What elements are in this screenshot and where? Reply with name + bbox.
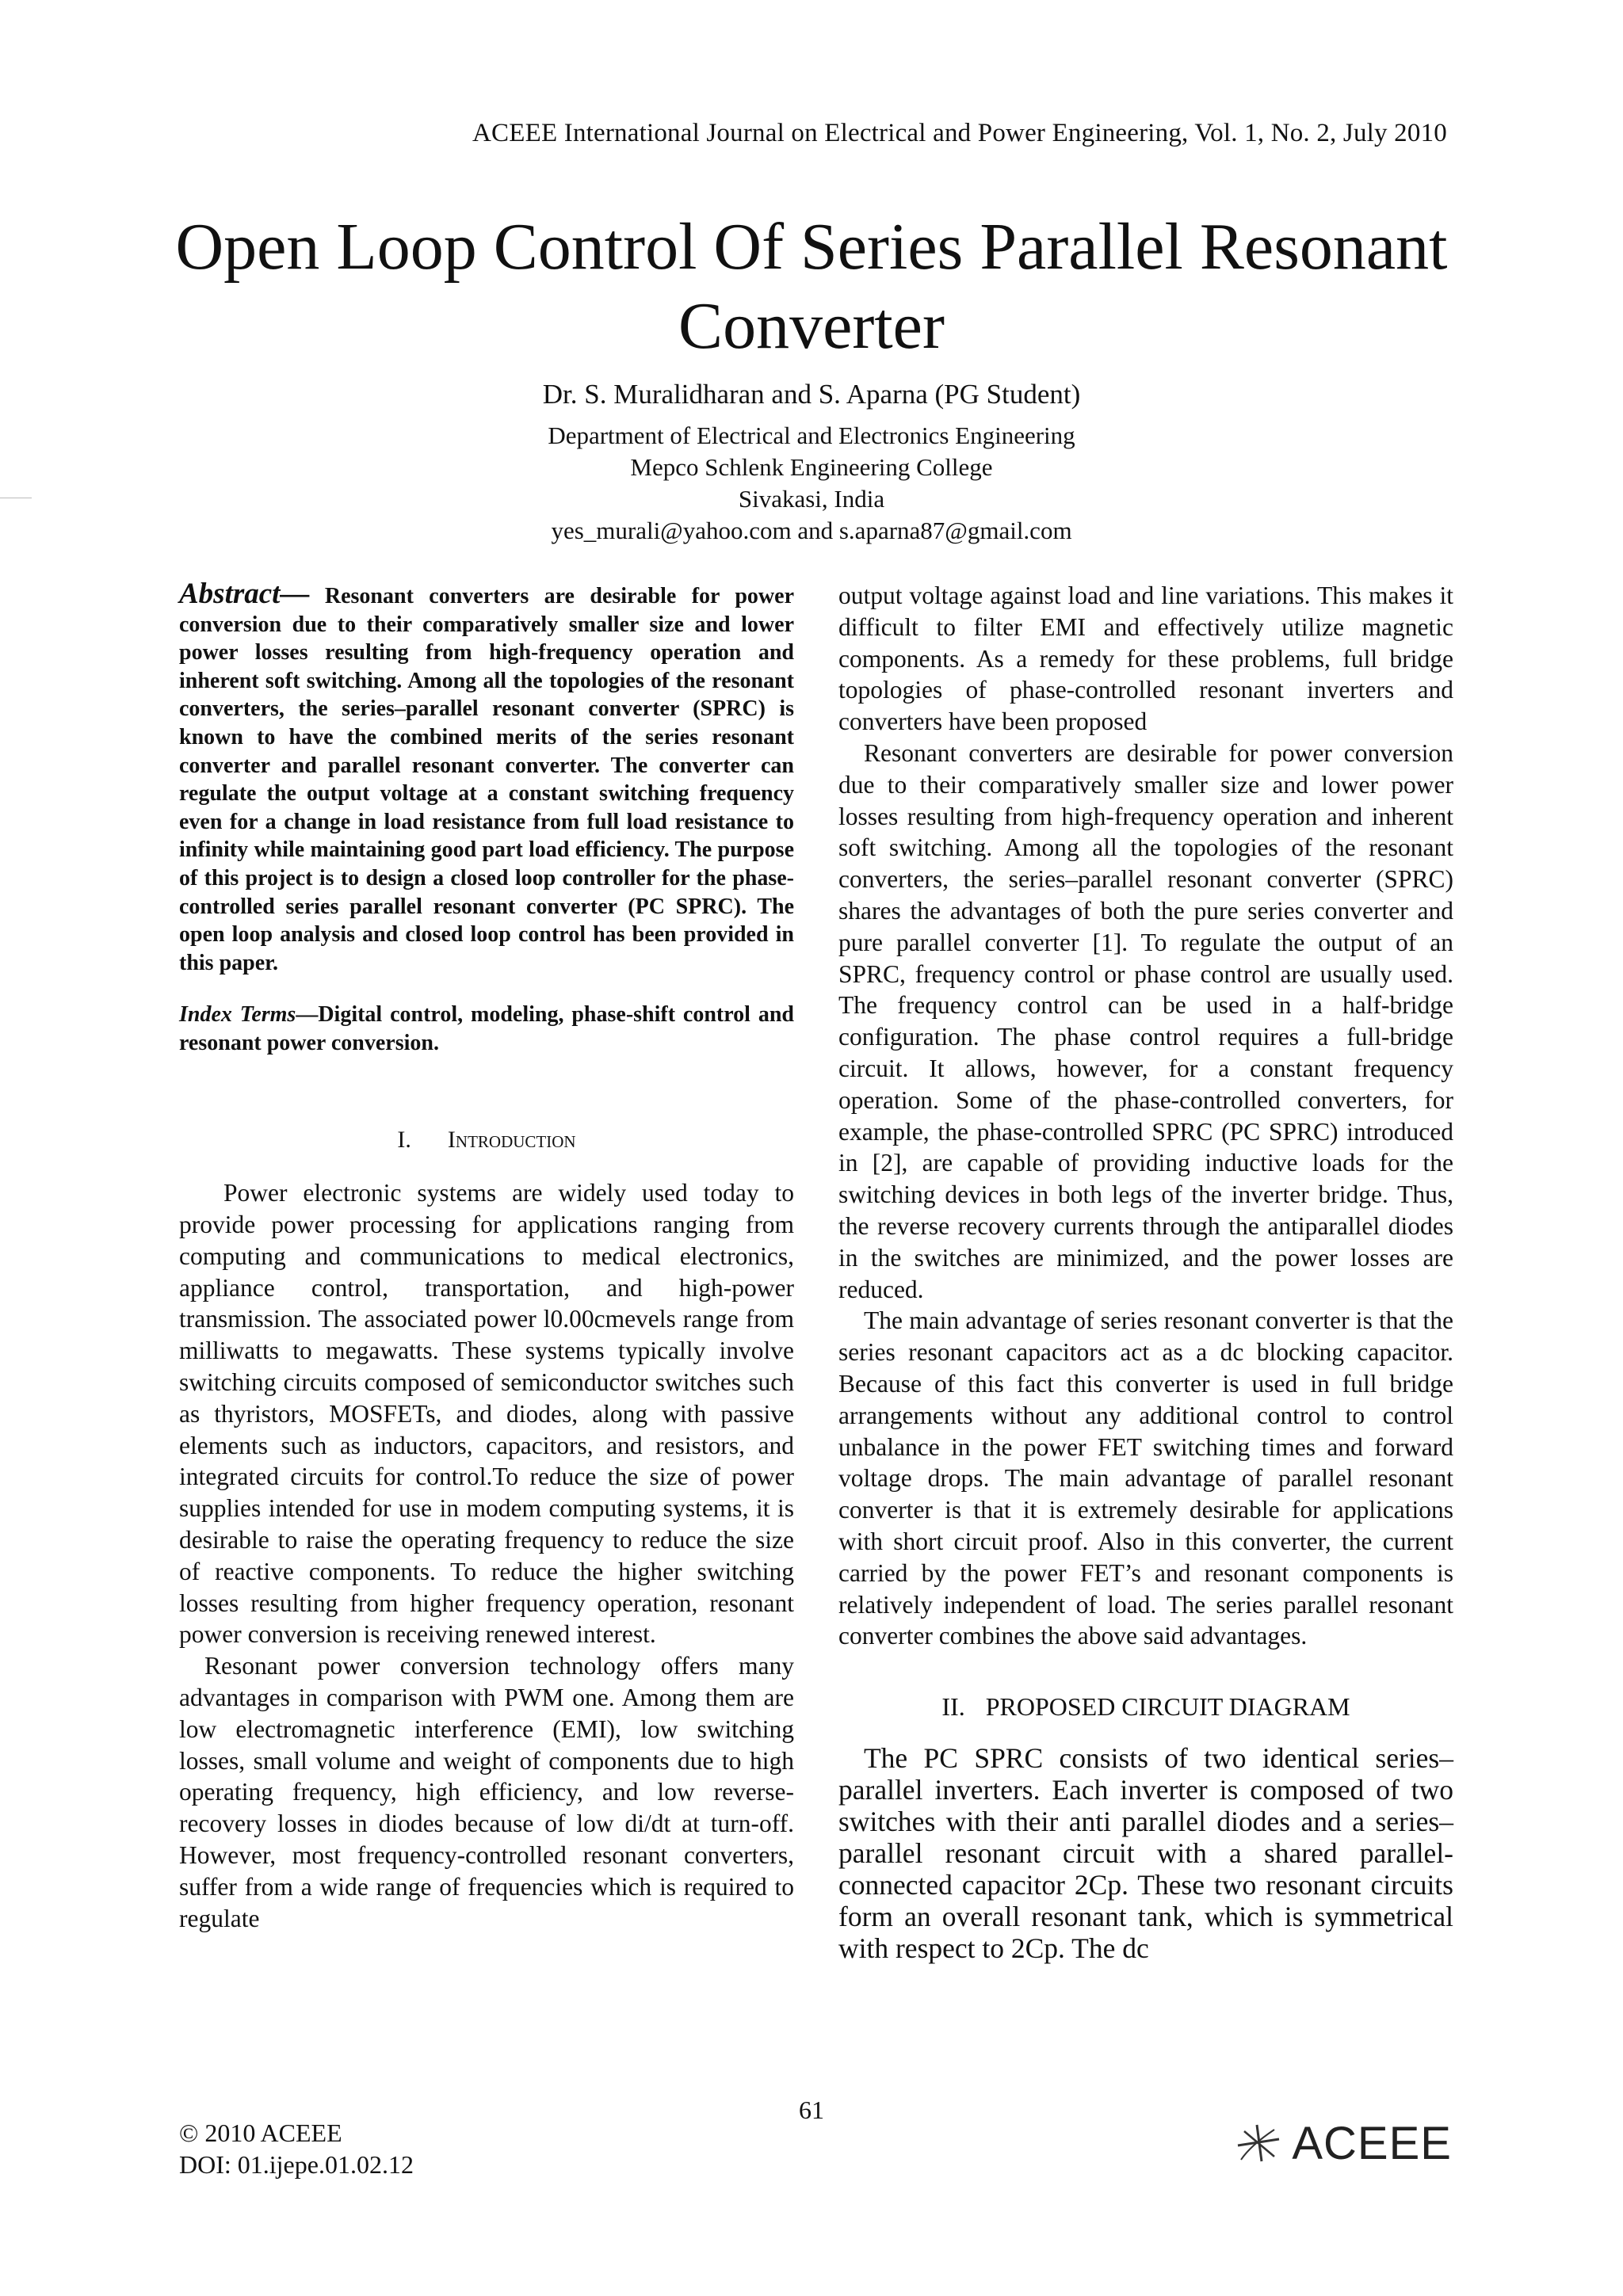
section-heading-proposed-circuit (838, 1691, 1453, 1723)
section-heading-introduction (179, 1124, 794, 1156)
section-number: II. (941, 1692, 965, 1722)
paragraph: Resonant converters are desirable for power conversion due to their comparatively smaller size and lower power losses resulting from high-frequency operation and inherent soft switching. Among all the topologies of the resonant converters, the series–parallel resonant converter (SPRC) shares the advantages of both the pure series converter and pure parallel converter [1]. To regulate the output of an SPRC, frequency control or phase control are usually used. The frequency control can be used in a half-bridge configuration. The phase control requires a full-bridge circuit. It allows, however, for a constant frequency operation. Some of the phase-controlled converters, for example, the phase-controlled SPRC (PC SPRC) introduced in [2], are capable of providing inductive loads for the switching devices in both legs of the inverter bridge. Thus, the reverse recovery currents through the antiparallel diodes in the switches are minimized, and the power losses are reduced. (838, 738, 1453, 1303)
college: Mepco Schlenk Engineering College (630, 453, 993, 481)
section-title: PROPOSED CIRCUIT DIAGRAM (985, 1692, 1350, 1722)
aceee-logo (1233, 2117, 1452, 2170)
index-terms-text: —Digital control, modeling, phase-shift control and resonant power conversion. (179, 1002, 794, 1055)
index-terms (179, 1001, 794, 1057)
section-number: I. (397, 1126, 411, 1153)
author-list: Dr. S. Muralidharan and S. Aparna (PG Student) (542, 379, 1081, 410)
running-head: ACEEE International Journal on Electrical and Power Engineering, Vol. 1, No. 2, July 2010 (472, 119, 1447, 147)
abstract-lead: Abstract— (179, 578, 310, 610)
copyright: © 2010 ACEEE (179, 2119, 342, 2147)
page-number: 61 (799, 2096, 824, 2124)
logo-mark-icon (1233, 2122, 1284, 2166)
department: Department of Electrical and Electronics Engineering (548, 421, 1075, 449)
author-emails: yes_murali@yahoo.com and s.aparna87@gmail.com (551, 517, 1072, 544)
abstract (179, 580, 794, 977)
section-title: Introduction (447, 1126, 576, 1153)
paragraph: The main advantage of series resonant converter is that the series resonant capacitors act as a dc blocking capacitor. Because of this fact this converter is used in full bridge arrangements without any additional control to control unbalance in the power FET switching times and forward voltage drops. The main advantage of parallel resonant converter is that it is extremely desirable for applications with short circuit proof. Also in this converter, the current carried by the power FET’s and resonant components is relatively independent of load. The series parallel resonant converter combines the above said advantages. (838, 1306, 1453, 1650)
abstract-text: Resonant converters are desirable for power conversion due to their comparatively smaller size and lower power losses resulting from high-frequency operation and inherent soft switching. Among all the topologies of the resonant converters, the series–parallel resonant converter (SPRC) is known to have the combined merits of the series resonant converter and parallel resonant converter. The converter can regulate the output voltage at a constant switching frequency even for a change in load resistance from full load resistance to infinity while maintaining good part load efficiency. The purpose of this project is to design a closed loop controller for the phase-controlled series parallel resonant converter (PC SPRC). The open loop analysis and closed loop control has been provided in this paper. (179, 584, 794, 975)
paper-title: Open Loop Control Of Series Parallel Resonant Converter (175, 210, 1448, 363)
paragraph: output voltage against load and line variations. This makes it difficult to filter EMI and effectively utilize magnetic components. As a remedy for these problems, full bridge topologies of phase-controlled resonant inverters and converters have been proposed (838, 582, 1453, 736)
left-column (179, 580, 794, 1934)
index-terms-lead: Index Terms (179, 1002, 296, 1028)
paragraph: Resonant power conversion technology offers many advantages in comparison with PWM one. Among them are low electromagnetic interference (EMI), low switching losses, small volume and weight of components due to high operating frequency, high efficiency, and low reverse-recovery losses in diodes because of low di/dt at turn-off. However, most frequency-controlled resonant converters, suffer from a wide range of frequencies which is required to regulate (179, 1652, 794, 1932)
right-column (838, 580, 1453, 1964)
paragraph: The PC SPRC consists of two identical series–parallel inverters. Each inverter is composed of two switches with their anti parallel diodes and a series–parallel resonant circuit with a shared parallel-connected capacitor 2Cp. These two resonant circuits form an overall resonant tank, which is symmetrical with respect to 2Cp. The dc (838, 1741, 1453, 1964)
paragraph: Power electronic systems are widely used today to provide power processing for applications ranging from computing and communications to medical electronics, appliance control, transportation, and high-power transmission. The associated power l0.00cmevels range from milliwatts to megawatts. These systems typically involve switching circuits composed of semiconductor switches such as thyristors, MOSFETs, and diodes, along with passive elements such as inductors, capacitors, and resistors, and integrated circuits for control.To reduce the size of power supplies intended for use in modem computing systems, it is desirable to raise the operating frequency to reduce the size of reactive components. To reduce the higher switching losses resulting from higher frequency operation, resonant power conversion is receiving renewed interest. (179, 1179, 794, 1649)
location: Sivakasi, India (738, 485, 885, 513)
footer-info (179, 2117, 414, 2180)
doi: DOI: 01.ijepe.01.02.12 (179, 2150, 414, 2179)
logo-text: ACEEE (1292, 2118, 1452, 2169)
affiliation-block (0, 420, 1623, 547)
